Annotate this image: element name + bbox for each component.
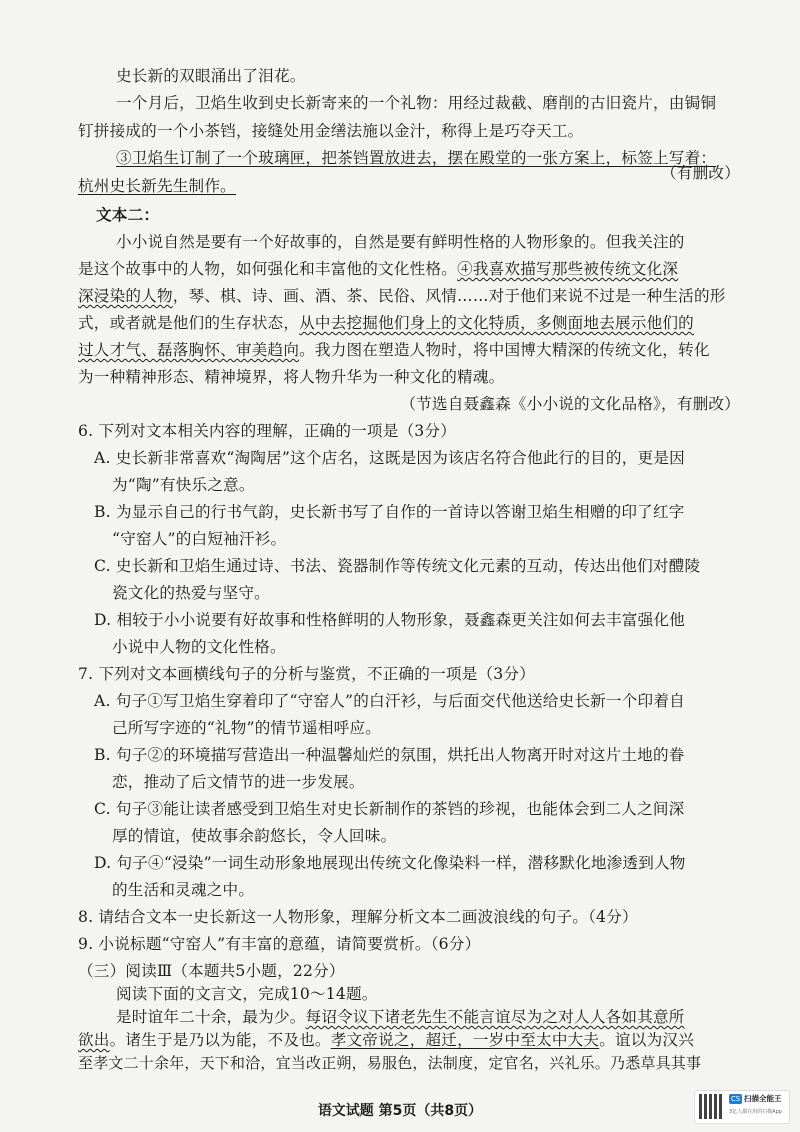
text-segment: 。我力图在塑造人物时，将中国博大精深的传统文化，转化 [299,341,710,359]
wavy-line-segment: 过人才气、磊落胸怀、审美趋向 [78,341,300,359]
text-segment: 是时谊年二十余，最为少。 [116,1008,306,1026]
q6-option-a-cont: 为“陶”有快乐之意。 [112,476,255,494]
question-7-stem: 7. 下列对文本画横线句子的分析与鉴赏，不正确的一项是（3分） [78,665,535,683]
classical-text-line: 至孝文二十余年，天下和洽，宜当改正朔，易服色，法制度，定官名，兴礼乐。乃悉草具其事 [78,1054,702,1072]
wavy-line-segment: 从中去挖掘他们身上的文化特质，多侧面地去展示他们的 [299,314,694,332]
paragraph-line [78,259,678,279]
cs-badge: CS [730,1095,741,1103]
q6-option-b: B. 为显示自己的行书气韵，史长新书写了自作的一首诗以答谢卫焰生相赠的印了红字 [94,503,685,521]
q7-option-d: D. 句子④“浸染”一词生动形象地展现出传统文化像染料一样，潜移默化地渗透到人物 [94,854,686,872]
paragraph-line: 史长新的双眼涌出了泪花。 [116,67,306,85]
q7-option-b: B. 句子②的环境描写营造出一种温馨灿烂的氛围，烘托出人物离开时对这片土地的眷 [94,746,685,764]
question-8: 8. 请结合文本一史长新这一人物形象，理解分析文本二画波浪线的句子。（4分） [78,908,638,926]
q6-option-d-cont: 小说中人物的文化性格。 [112,638,286,656]
q7-option-c: C. 句子③能让读者感受到卫焰生对史长新制作的茶铛的珍视，也能体会到二人之间深 [94,800,685,818]
abridged-note: （有删改） [661,164,740,182]
wavy-sentence-4-cont: 深浸染的人物 [78,287,173,305]
text2-heading: 文本二： [96,205,160,224]
text-segment: 。诸生于是乃以为能，不及也。 [109,1031,331,1049]
scanner-watermark [694,1090,790,1124]
text-segment: 式，或者就是他们的生存状态， [78,314,300,332]
paragraph-line: 小小说自然是要有一个好故事的，自然是要有鲜明性格的人物形象的。但我关注的 [116,233,685,251]
wavy-sentence-4: ④我喜欢描写那些被传统文化深 [457,260,679,278]
text-segment: ，琴、棋、诗、画、酒、茶、民俗、风情……对于他们来说不过是一种生活的形 [172,287,726,305]
q7-option-b-cont: 恋，推动了后文情节的进一步发展。 [112,773,365,791]
underlined-sentence-3: ③卫焰生订制了一个玻璃匣，把茶铛置放进去，摆在殿堂的一张方案上，标签上写着： [116,149,717,167]
page-footer: 语文试题 第5页（共8页） [317,1103,483,1119]
q6-option-c-cont: 瓷文化的热爱与坚守。 [112,584,270,602]
underlined-sentence-3-cont: 杭州史长新先生制作。 [78,177,236,195]
question-9: 9. 小说标题“守窑人”有丰富的意蕴，请简要赏析。（6分） [78,935,481,953]
scanner-title: 扫描全能王 [744,1094,782,1103]
classical-text-line [116,1007,685,1027]
paragraph-line [78,313,694,333]
classical-text-line [78,1030,694,1050]
q7-option-d-cont: 的生活和灵魂之中。 [112,881,255,899]
section-3-instructions: 阅读下面的文言文，完成10～14题。 [116,985,378,1003]
question-6-stem: 6. 下列对文本相关内容的理解，正确的一项是（3分） [78,422,457,440]
wavy-classical-segment: 每诏令议下诸老先生不能言谊尽为之对人人各如其意所 [305,1008,685,1026]
q6-option-b-cont: “守窑人”的白短袖汗衫。 [112,530,287,548]
wavy-classical-segment-cont: 欲出 [78,1031,110,1049]
q6-option-d: D. 相较于小小说要有好故事和性格鲜明的人物形象，聂鑫森更关注如何去丰富强化他 [94,611,686,629]
paragraph-line: 一个月后，卫焰生收到史长新寄来的一个礼物：用经过裁截、磨削的古旧瓷片，由锔铜 [116,94,717,112]
q7-option-a-cont: 己所写字迹的“礼物”的情节遥相呼应。 [112,719,382,737]
q7-option-c-cont: 厚的情谊，使故事余韵悠长，令人回味。 [112,827,397,845]
paragraph-line: 钉拼接成的一个小茶铛，接缝处用金缮法施以金汁，称得上是巧夺天工。 [78,122,584,140]
paragraph-line: 为一种精神形态、精神境界，将人物升华为一种文化的精魂。 [78,368,505,386]
q6-option-a: A. 史长新非常喜欢“淘陶居”这个店名，这既是因为该店名符合他此行的目的，更是因 [94,449,685,467]
q6-option-c: C. 史长新和卫焰生通过诗、书法、瓷器制作等传统文化元素的互动，传达出他们对醴陵 [94,557,701,575]
section-3-heading: （三）阅读Ⅲ（本题共5小题，22分） [78,962,345,980]
text-segment: 是这个故事中的人物，如何强化和丰富他的文化性格。 [78,260,458,278]
scanner-subtitle: 3亿人都在用的扫描App [729,1109,782,1115]
q7-option-a: A. 句子①写卫焰生穿着印了“守窑人”的白汗衫，与后面交代他送给史长新一个印着自 [94,692,685,710]
paragraph-line [78,340,710,360]
text-segment: 。谊以为汉兴 [599,1031,694,1049]
source-citation: （节选自聂鑫森《小小说的文化品格》，有删改） [400,395,740,413]
qr-code-icon [699,1094,724,1119]
underlined-classical-segment: 孝文帝说之，超迁，一岁中至太中大夫 [330,1031,600,1049]
paragraph-line [78,286,726,306]
